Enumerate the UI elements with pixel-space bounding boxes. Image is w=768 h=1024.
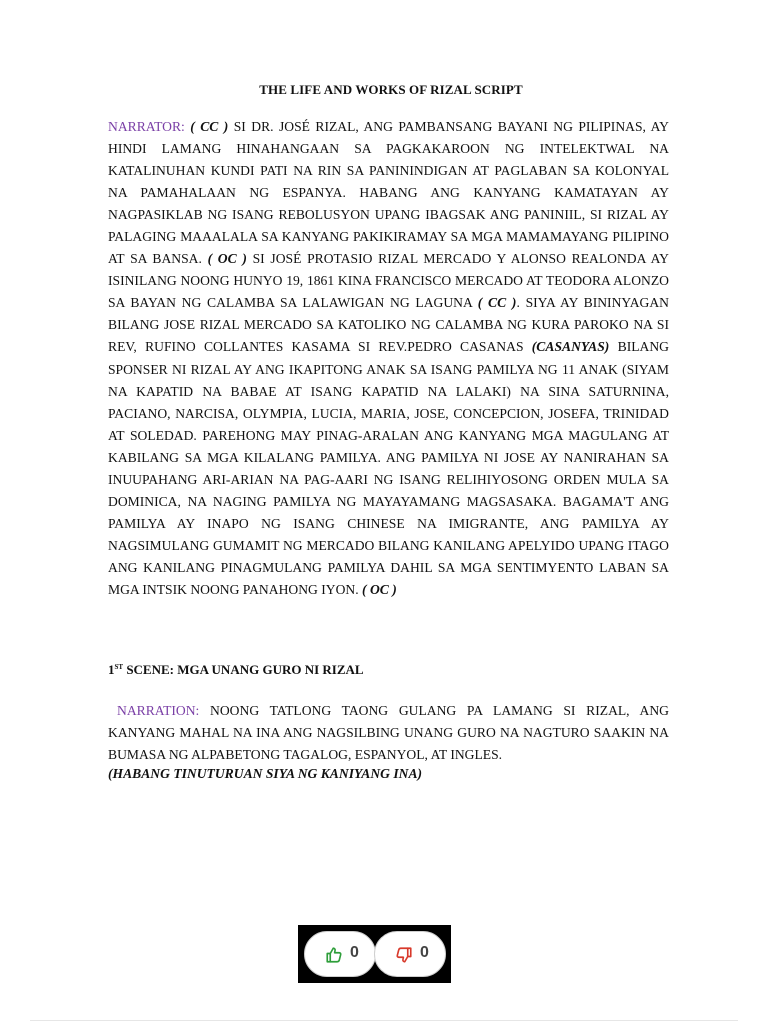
cue-tag: ( CC ) <box>190 119 229 134</box>
scene-title: SCENE: MGA UNANG GURO NI RIZAL <box>123 662 364 677</box>
cue-tag: ( CC ) <box>477 295 517 311</box>
narration-paragraph <box>108 700 669 766</box>
scene-ordinal: 1 <box>108 662 115 677</box>
cue-tag: ( OC ) <box>207 251 247 267</box>
thumbs-up-icon <box>325 946 343 964</box>
narration-text: NOONG TATLONG TAONG GULANG PA LAMANG SI RIZAL, ANG KANYANG MAHAL NA INA ANG NAGSILBING UNANG GURO NA NAGTURO SAAKIN NA BUMASA NG ALPABETONG TAGALOG, ESPANYOL, AT INGLES. <box>108 703 669 763</box>
narration-segment: BILANG SPONSER NI RIZAL AY ANG IKAPITONG ANAK SA ISANG PAMILYA NG 11 ANAK (SIYAM NA KAPATID NA BABAE AT ISANG KAPATID NA LALAKI) NA SINA SATURNINA, PACIANO, NARCISA, OLYMPIA, LUCIA, MARIA, JOSE, CONCEPCION, JOSEFA, TRINIDAD AT SOLEDAD. PAREHONG MAY PINAG-ARALAN ANG KANYANG MGA MAGULANG AT KABILANG SA MGA KILALANG PAMILYA. ANG PAMILYA NI JOSE AY NANIRAHAN SA INUUPAHANG ARI-ARIAN NA PAG-AARI NG ISANG RELIHIYOSONG ORDEN MULA SA DOMINICA, NA NAGING PAMILYA NG MAYAYAMANG MAGSASAKA. BAGAMA'T ANG PAMILYA AY INAPO NG ISANG CHINESE NA IMIGRANTE, ANG PAMILYA AY NAGSIMULANG GUMAMIT NG MERCADO BILANG KANILANG APELYIDO UPANG ITAGO ANG KANILANG PINAGMULANG PAMILYA DAHIL SA MGA SENTIMYENTO LABAN SA MGA INTSIK NOONG PANAHONG IYON. <box>108 339 669 597</box>
vote-bar <box>298 925 451 983</box>
cue-tag: ( OC ) <box>362 581 397 597</box>
downvote-button[interactable] <box>374 931 446 977</box>
narration-segment: SI JOSÉ PROTASIO RIZAL MERCADO Y ALONSO REALONDA AY ISINILANG NOONG HUNYO 19, 1861 KINA FRANCISCO MERCADO AT TEODORA ALONZO SA BAYAN NG CALAMBA SA LALAWIGAN NG LAGUNA <box>108 251 669 311</box>
scene-heading <box>108 662 364 678</box>
bottom-divider <box>30 1020 738 1021</box>
narrator-label: NARRATOR: <box>108 119 185 134</box>
narration-segment: . SIYA AY BININYAGAN BILANG JOSE RIZAL MERCADO SA KATOLIKO NG CALAMBA NG KURA PAROKO NA SI REV, RUFINO COLLANTES KASAMA SI REV.PEDRO CASANAS <box>108 295 669 355</box>
narration-segment: SI DR. JOSÉ RIZAL, ANG PAMBANSANG BAYANI NG PILIPINAS, AY HINDI LAMANG HINAHANGAAN SA PAGKAKAROON NG INTELEKTWAL NA KATALINUHAN KUNDI PATI NA RIN SA PANININDIGAN AT PAGLABAN SA KOLONYAL NA PAMAHALAAN NG ESPANYA. HABANG ANG KANYANG KAMATAYAN AY NAGPASIKLAB NG ISANG REBOLUSYON UPANG IBAGSAK ANG PANINIIL, SI RIZAL AY PALAGING MAAALALA SA KANYANG PAKIKIRAMAY SA MGA MAMAMAYANG PILIPINO AT SA BANSA. <box>108 119 669 267</box>
narrator-segments <box>108 119 669 597</box>
upvote-button[interactable] <box>304 931 376 977</box>
cue-tag: (CASANYAS) <box>531 339 610 355</box>
narrator-paragraph <box>108 116 669 601</box>
narration-label: NARRATION: <box>117 703 200 718</box>
downvote-count: 0 <box>420 944 429 961</box>
document-title: THE LIFE AND WORKS OF RIZAL SCRIPT <box>259 82 523 97</box>
stage-direction: (HABANG TINUTURUAN SIYA NG KANIYANG INA) <box>108 766 423 781</box>
thumbs-down-icon <box>395 946 413 964</box>
scene-ordinal-suffix: ST <box>114 663 124 671</box>
upvote-count: 0 <box>350 944 359 961</box>
